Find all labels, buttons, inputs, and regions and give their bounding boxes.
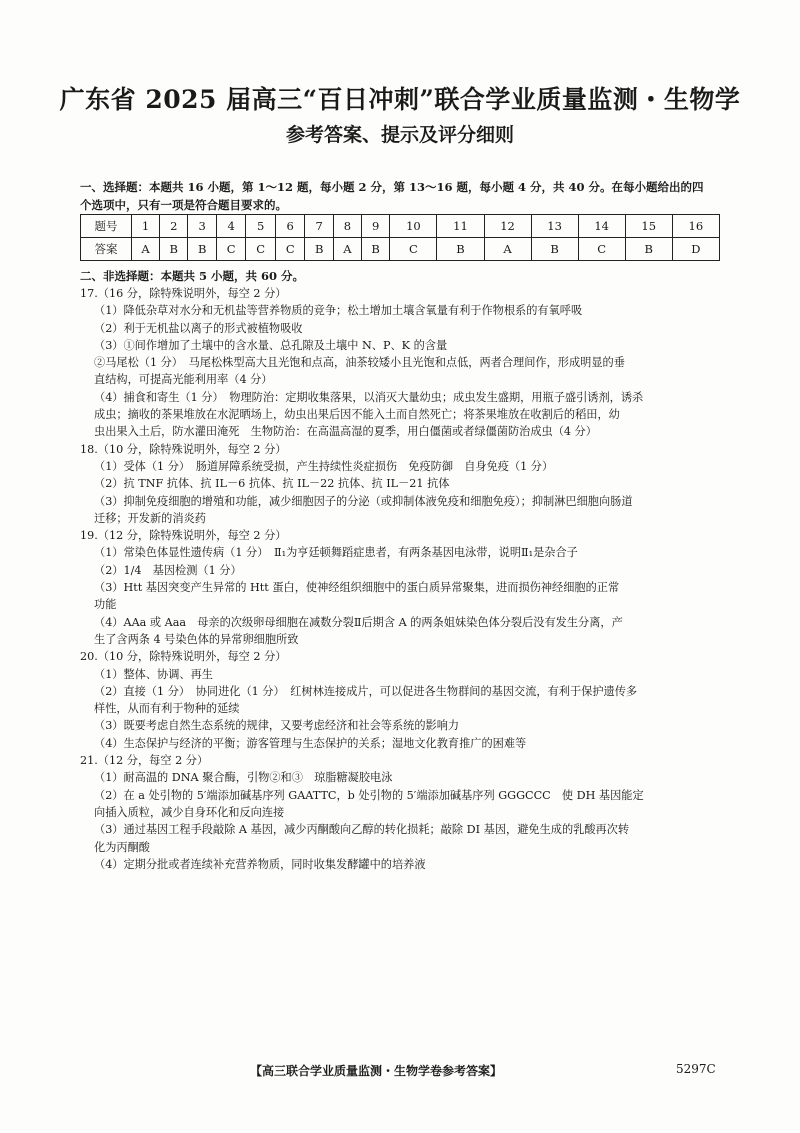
- answer-text-line: 化为丙酮酸: [94, 840, 150, 854]
- answer-text-line: （3）抑制免疫细胞的增殖和功能，减少细胞因子的分泌（或抑制体液免疫和细胞免疫）；抑制淋巴细胞向肠道: [94, 494, 633, 508]
- question-number-cell: 9: [361, 215, 389, 238]
- answer-cell: B: [305, 238, 333, 261]
- question-number-cell: 12: [484, 215, 531, 238]
- answer-text-line: （4）捕食和寄生（1 分） 物理防治：定期收集落果，以消灭大量幼虫；成虫发生盛期，用瓶子盛引诱剂，诱杀: [94, 390, 644, 404]
- page-title: 广东省 2025 届高三“百日冲刺”联合学业质量监测・生物学: [59, 85, 741, 114]
- answer-text-line: 样性，从而有利于物种的延续: [94, 702, 240, 716]
- row-label-number: 题号: [81, 215, 132, 238]
- answer-text-line: （3）①间作增加了土壤中的含水量、总孔隙及土壤中 N、P、K 的含量: [94, 338, 448, 352]
- question-number-cell: 7: [305, 215, 333, 238]
- answer-cell: B: [188, 238, 216, 261]
- question-number-cell: 1: [132, 215, 160, 238]
- question-number-cell: 8: [333, 215, 361, 238]
- answer-text-line: （2）1/4 基因检测（1 分）: [94, 563, 242, 577]
- question-number-cell: 2: [160, 215, 188, 238]
- section2-heading: 二、非选择题：本题共 5 小题，共 60 分。: [80, 269, 305, 283]
- answer-cell: A: [132, 238, 160, 261]
- section1-heading-line2: 个选项中，只有一项是符合题目要求的。: [80, 198, 287, 212]
- answer-text-line: （4）定期分批或者连续补充营养物质，同时收集发酵罐中的培养液: [94, 857, 426, 871]
- answer-text-line: （3）既要考虑自然生态系统的规律，又要考虑经济和社会等系统的影响力: [94, 719, 460, 733]
- footer-title: 【高三联合学业质量监测・生物学卷参考答案】: [250, 1064, 503, 1078]
- answer-text-line: 直结构，可提高光能利用率（4 分）: [94, 373, 273, 387]
- question-header-line: 21.（12 分，每空 2 分）: [80, 754, 209, 768]
- section1-heading-line1: 一、选择题：本题共 16 小题，第 1～12 题，每小题 2 分，第 13～16 题，每小题 4 分，共 40 分。在每小题给出的四: [80, 180, 704, 194]
- answer-text-line: （3）通过基因工程手段敲除 A 基因，减少丙酮酸向乙醇的转化损耗；敲除 DI 基因，避免生成的乳酸再次转: [94, 823, 630, 837]
- row-label-answer: 答案: [81, 238, 132, 261]
- answer-text-line: （3）Htt 基因突变产生异常的 Htt 蛋白，使神经组织细胞中的蛋白质异常聚集，进而损伤神经细胞的正常: [94, 581, 620, 595]
- answer-text-line: 功能: [94, 598, 117, 612]
- answer-text-line: 迁移；开发新的消炎药: [94, 511, 206, 525]
- answer-cell: B: [625, 238, 672, 261]
- question-number-cell: 4: [216, 215, 246, 238]
- question-number-cell: 5: [246, 215, 276, 238]
- answer-cell: C: [275, 238, 305, 261]
- section1-heading: [80, 178, 720, 214]
- question-number-cell: 10: [390, 215, 437, 238]
- answer-text-line: （1）常染色体显性遗传病（1 分） Ⅱ₁为亨廷顿舞蹈症患者，有两条基因电泳带，说明Ⅱ₁是杂合子: [94, 546, 578, 560]
- question-header-line: 18.（10 分，除特殊说明外，每空 2 分）: [80, 442, 287, 456]
- section2-body: [80, 285, 720, 873]
- answer-text-line: （1）受体（1 分） 肠道屏障系统受损，产生持续性炎症损伤 免疫防御 自身免疫（1 分）: [94, 459, 554, 473]
- answer-text-line: 虫出果入土后，防水灌田淹死 生物防治：在高温高湿的夏季，用白僵菌或者绿僵菌防治成虫（4 分）: [94, 425, 597, 439]
- answer-text-line: 生了含两条 4 号染色体的异常卵细胞所致: [94, 632, 299, 646]
- answer-cell: B: [160, 238, 188, 261]
- answer-cell: A: [333, 238, 361, 261]
- answer-cell: C: [246, 238, 276, 261]
- question-number-cell: 13: [531, 215, 578, 238]
- answer-text-line: （1）降低杂草对水分和无机盐等营养物质的竞争；松土增加土壤含氧量有利于作物根系的有氧呼吸: [94, 304, 583, 318]
- question-number-cell: 11: [437, 215, 484, 238]
- answer-cell: C: [578, 238, 625, 261]
- answer-text-line: （2）直接（1 分） 协同进化（1 分） 红树林连接成片，可以促进各生物群间的基因交流，有利于保护遗传多: [94, 684, 638, 698]
- footer-code: 5297C: [676, 1062, 716, 1076]
- page-subtitle: 参考答案、提示及评分细则: [285, 124, 514, 146]
- question-number-cell: 16: [672, 215, 719, 238]
- answer-text-line: 成虫；摘收的茶果堆放在水泥晒场上，幼虫出果后因不能入土而自然死亡；将茶果堆放在收割后的稻田，幼: [94, 408, 620, 422]
- question-number-cell: 15: [625, 215, 672, 238]
- answer-cell: D: [672, 238, 719, 261]
- question-number-cell: 14: [578, 215, 625, 238]
- answer-text-line: （4）AAa 或 Aaa 母亲的次级卵母细胞在减数分裂Ⅱ后期含 A 的两条姐妹染色体分裂后没有发生分离，产: [94, 615, 623, 629]
- answer-cell: C: [390, 238, 437, 261]
- answer-text-line: （4）生态保护与经济的平衡；游客管理与生态保护的关系；湿地文化教育推广的困难等: [94, 736, 527, 750]
- answer-table-number-row: [81, 215, 720, 238]
- answer-cell: A: [484, 238, 531, 261]
- answer-table-answer-row: [81, 238, 720, 261]
- answer-cell: B: [531, 238, 578, 261]
- answer-cell: C: [216, 238, 246, 261]
- question-number-cell: 3: [188, 215, 216, 238]
- answer-text-line: （2）抗 TNF 抗体、抗 IL－6 抗体、抗 IL－22 抗体、抗 IL－21 抗体: [94, 477, 450, 491]
- answer-text-line: （2）利于无机盐以离子的形式被植物吸收: [94, 321, 303, 335]
- question-number-cell: 6: [275, 215, 305, 238]
- question-header-line: 20.（10 分，除特殊说明外，每空 2 分）: [80, 650, 287, 664]
- question-header-line: 17.（16 分，除特殊说明外，每空 2 分）: [80, 287, 287, 300]
- answer-cell: B: [437, 238, 484, 261]
- answer-table: [80, 214, 720, 261]
- answer-text-line: ②马尾松（1 分） 马尾松株型高大且光饱和点高，油茶较矮小且光饱和点低，两者合理间作，形成明显的垂: [94, 356, 625, 370]
- answer-text-line: （1）耐高温的 DNA 聚合酶，引物②和③ 琼脂糖凝胶电泳: [94, 771, 393, 785]
- answer-text-line: 向插入质粒，减少自身环化和反向连接: [94, 805, 285, 819]
- answer-text-line: （2）在 a 处引物的 5′端添加碱基序列 GAATTC，b 处引物的 5′端添加碱基序列 GGGCCC 使 DH 基因能定: [94, 788, 644, 802]
- answer-text-line: （1）整体、协调、再生: [94, 667, 213, 681]
- question-header-line: 19.（12 分，除特殊说明外，每空 2 分）: [80, 529, 287, 543]
- answer-cell: B: [361, 238, 389, 261]
